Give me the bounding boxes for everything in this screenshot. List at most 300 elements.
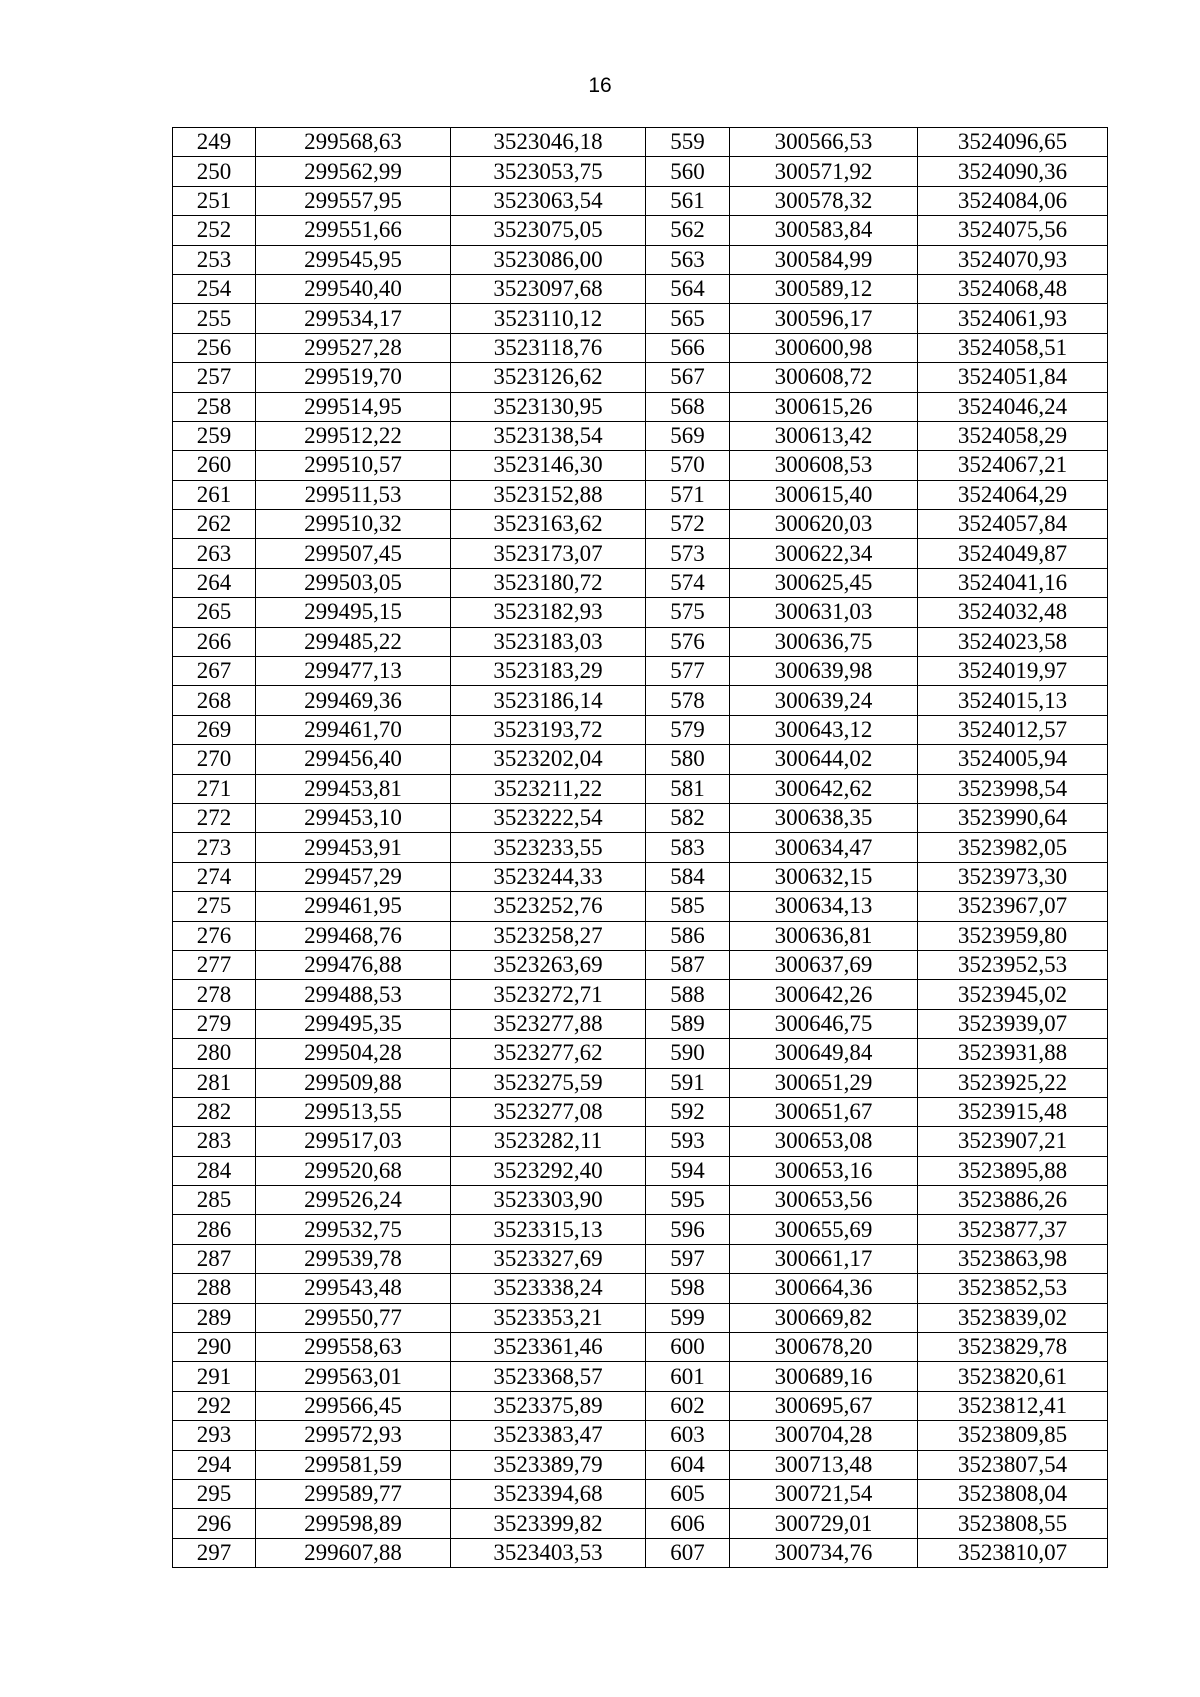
y-coordinate-cell: 3523967,07 xyxy=(918,892,1108,921)
x-coordinate-cell: 299526,24 xyxy=(256,1186,451,1215)
x-coordinate-cell: 300615,40 xyxy=(730,480,918,509)
point-number-cell: 603 xyxy=(646,1421,730,1450)
point-number-cell: 577 xyxy=(646,657,730,686)
point-number-cell: 267 xyxy=(173,657,256,686)
point-number-cell: 253 xyxy=(173,245,256,274)
x-coordinate-cell: 300596,17 xyxy=(730,304,918,333)
table-row xyxy=(173,1362,1108,1391)
y-coordinate-cell: 3523086,00 xyxy=(451,245,646,274)
table-row xyxy=(173,803,1108,832)
point-number-cell: 295 xyxy=(173,1479,256,1508)
y-coordinate-cell: 3523808,04 xyxy=(918,1479,1108,1508)
point-number-cell: 600 xyxy=(646,1333,730,1362)
x-coordinate-cell: 300615,26 xyxy=(730,392,918,421)
y-coordinate-cell: 3523126,62 xyxy=(451,363,646,392)
x-coordinate-cell: 300625,45 xyxy=(730,568,918,597)
table-row xyxy=(173,1156,1108,1185)
x-coordinate-cell: 300734,76 xyxy=(730,1538,918,1567)
x-coordinate-cell: 299477,13 xyxy=(256,657,451,686)
y-coordinate-cell: 3524005,94 xyxy=(918,745,1108,774)
y-coordinate-cell: 3523863,98 xyxy=(918,1244,1108,1273)
x-coordinate-cell: 299504,28 xyxy=(256,1039,451,1068)
y-coordinate-cell: 3524084,06 xyxy=(918,186,1108,215)
point-number-cell: 588 xyxy=(646,980,730,1009)
x-coordinate-cell: 300578,32 xyxy=(730,186,918,215)
point-number-cell: 252 xyxy=(173,216,256,245)
point-number-cell: 274 xyxy=(173,862,256,891)
y-coordinate-cell: 3523820,61 xyxy=(918,1362,1108,1391)
point-number-cell: 568 xyxy=(646,392,730,421)
point-number-cell: 599 xyxy=(646,1303,730,1332)
y-coordinate-cell: 3523338,24 xyxy=(451,1274,646,1303)
point-number-cell: 283 xyxy=(173,1127,256,1156)
point-number-cell: 281 xyxy=(173,1068,256,1097)
x-coordinate-cell: 299511,53 xyxy=(256,480,451,509)
x-coordinate-cell: 300608,72 xyxy=(730,363,918,392)
point-number-cell: 255 xyxy=(173,304,256,333)
x-coordinate-cell: 299517,03 xyxy=(256,1127,451,1156)
y-coordinate-cell: 3523403,53 xyxy=(451,1538,646,1567)
x-coordinate-cell: 300639,24 xyxy=(730,686,918,715)
x-coordinate-cell: 299469,36 xyxy=(256,686,451,715)
y-coordinate-cell: 3523394,68 xyxy=(451,1479,646,1508)
x-coordinate-cell: 300689,16 xyxy=(730,1362,918,1391)
y-coordinate-cell: 3523959,80 xyxy=(918,921,1108,950)
y-coordinate-cell: 3523182,93 xyxy=(451,598,646,627)
point-number-cell: 567 xyxy=(646,363,730,392)
x-coordinate-cell: 299512,22 xyxy=(256,421,451,450)
y-coordinate-cell: 3523277,88 xyxy=(451,1009,646,1038)
y-coordinate-cell: 3524049,87 xyxy=(918,539,1108,568)
y-coordinate-cell: 3524096,65 xyxy=(918,128,1108,157)
y-coordinate-cell: 3523075,05 xyxy=(451,216,646,245)
point-number-cell: 258 xyxy=(173,392,256,421)
x-coordinate-cell: 300655,69 xyxy=(730,1215,918,1244)
x-coordinate-cell: 299513,55 xyxy=(256,1097,451,1126)
point-number-cell: 582 xyxy=(646,803,730,832)
x-coordinate-cell: 299507,45 xyxy=(256,539,451,568)
table-row xyxy=(173,715,1108,744)
table-row xyxy=(173,1391,1108,1420)
x-coordinate-cell: 299476,88 xyxy=(256,950,451,979)
table-row xyxy=(173,745,1108,774)
x-coordinate-cell: 299607,88 xyxy=(256,1538,451,1567)
point-number-cell: 596 xyxy=(646,1215,730,1244)
y-coordinate-cell: 3524090,36 xyxy=(918,157,1108,186)
y-coordinate-cell: 3523183,29 xyxy=(451,657,646,686)
y-coordinate-cell: 3523211,22 xyxy=(451,774,646,803)
page-number: 16 xyxy=(588,74,612,97)
point-number-cell: 559 xyxy=(646,128,730,157)
y-coordinate-cell: 3524061,93 xyxy=(918,304,1108,333)
y-coordinate-cell: 3523183,03 xyxy=(451,627,646,656)
x-coordinate-cell: 300634,13 xyxy=(730,892,918,921)
table-row xyxy=(173,1009,1108,1038)
x-coordinate-cell: 299589,77 xyxy=(256,1479,451,1508)
y-coordinate-cell: 3524067,21 xyxy=(918,451,1108,480)
point-number-cell: 587 xyxy=(646,950,730,979)
y-coordinate-cell: 3523998,54 xyxy=(918,774,1108,803)
table-row xyxy=(173,950,1108,979)
point-number-cell: 570 xyxy=(646,451,730,480)
y-coordinate-cell: 3523180,72 xyxy=(451,568,646,597)
x-coordinate-cell: 300638,35 xyxy=(730,803,918,832)
table-row xyxy=(173,510,1108,539)
point-number-cell: 287 xyxy=(173,1244,256,1273)
x-coordinate-cell: 300608,53 xyxy=(730,451,918,480)
y-coordinate-cell: 3523138,54 xyxy=(451,421,646,450)
y-coordinate-cell: 3523990,64 xyxy=(918,803,1108,832)
table-row xyxy=(173,568,1108,597)
table-row xyxy=(173,157,1108,186)
point-number-cell: 580 xyxy=(646,745,730,774)
point-number-cell: 563 xyxy=(646,245,730,274)
x-coordinate-cell: 300583,84 xyxy=(730,216,918,245)
x-coordinate-cell: 300729,01 xyxy=(730,1509,918,1538)
x-coordinate-cell: 299456,40 xyxy=(256,745,451,774)
y-coordinate-cell: 3524012,57 xyxy=(918,715,1108,744)
table-row xyxy=(173,686,1108,715)
y-coordinate-cell: 3524070,93 xyxy=(918,245,1108,274)
table-row xyxy=(173,1479,1108,1508)
point-number-cell: 575 xyxy=(646,598,730,627)
x-coordinate-cell: 300704,28 xyxy=(730,1421,918,1450)
x-coordinate-cell: 300637,69 xyxy=(730,950,918,979)
table-row xyxy=(173,216,1108,245)
table-row xyxy=(173,1509,1108,1538)
x-coordinate-cell: 299545,95 xyxy=(256,245,451,274)
y-coordinate-cell: 3523263,69 xyxy=(451,950,646,979)
y-coordinate-cell: 3523244,33 xyxy=(451,862,646,891)
x-coordinate-cell: 300642,26 xyxy=(730,980,918,1009)
table-row xyxy=(173,304,1108,333)
y-coordinate-cell: 3523130,95 xyxy=(451,392,646,421)
point-number-cell: 284 xyxy=(173,1156,256,1185)
x-coordinate-cell: 299581,59 xyxy=(256,1450,451,1479)
table-row xyxy=(173,451,1108,480)
x-coordinate-cell: 299495,15 xyxy=(256,598,451,627)
table-row xyxy=(173,1421,1108,1450)
point-number-cell: 590 xyxy=(646,1039,730,1068)
y-coordinate-cell: 3523389,79 xyxy=(451,1450,646,1479)
point-number-cell: 250 xyxy=(173,157,256,186)
point-number-cell: 269 xyxy=(173,715,256,744)
point-number-cell: 263 xyxy=(173,539,256,568)
y-coordinate-cell: 3523361,46 xyxy=(451,1333,646,1362)
y-coordinate-cell: 3523233,55 xyxy=(451,833,646,862)
point-number-cell: 260 xyxy=(173,451,256,480)
y-coordinate-cell: 3523982,05 xyxy=(918,833,1108,862)
point-number-cell: 291 xyxy=(173,1362,256,1391)
point-number-cell: 268 xyxy=(173,686,256,715)
x-coordinate-cell: 300631,03 xyxy=(730,598,918,627)
point-number-cell: 251 xyxy=(173,186,256,215)
point-number-cell: 249 xyxy=(173,128,256,157)
x-coordinate-cell: 300643,12 xyxy=(730,715,918,744)
table-row xyxy=(173,833,1108,862)
table-row xyxy=(173,128,1108,157)
point-number-cell: 279 xyxy=(173,1009,256,1038)
point-number-cell: 262 xyxy=(173,510,256,539)
y-coordinate-cell: 3523952,53 xyxy=(918,950,1108,979)
x-coordinate-cell: 299485,22 xyxy=(256,627,451,656)
y-coordinate-cell: 3524032,48 xyxy=(918,598,1108,627)
table-row xyxy=(173,480,1108,509)
point-number-cell: 578 xyxy=(646,686,730,715)
x-coordinate-cell: 299543,48 xyxy=(256,1274,451,1303)
table-row xyxy=(173,1039,1108,1068)
y-coordinate-cell: 3523053,75 xyxy=(451,157,646,186)
point-number-cell: 595 xyxy=(646,1186,730,1215)
y-coordinate-cell: 3523808,55 xyxy=(918,1509,1108,1538)
y-coordinate-cell: 3523895,88 xyxy=(918,1156,1108,1185)
table-row xyxy=(173,333,1108,362)
x-coordinate-cell: 300639,98 xyxy=(730,657,918,686)
x-coordinate-cell: 300600,98 xyxy=(730,333,918,362)
y-coordinate-cell: 3523368,57 xyxy=(451,1362,646,1391)
point-number-cell: 278 xyxy=(173,980,256,1009)
table-row xyxy=(173,892,1108,921)
y-coordinate-cell: 3523282,11 xyxy=(451,1127,646,1156)
y-coordinate-cell: 3524015,13 xyxy=(918,686,1108,715)
table-row xyxy=(173,657,1108,686)
table-row xyxy=(173,1244,1108,1273)
point-number-cell: 561 xyxy=(646,186,730,215)
point-number-cell: 573 xyxy=(646,539,730,568)
point-number-cell: 272 xyxy=(173,803,256,832)
y-coordinate-cell: 3524068,48 xyxy=(918,274,1108,303)
x-coordinate-cell: 299572,93 xyxy=(256,1421,451,1450)
x-coordinate-cell: 300642,62 xyxy=(730,774,918,803)
point-number-cell: 572 xyxy=(646,510,730,539)
x-coordinate-cell: 300721,54 xyxy=(730,1479,918,1508)
point-number-cell: 583 xyxy=(646,833,730,862)
x-coordinate-cell: 299453,10 xyxy=(256,803,451,832)
y-coordinate-cell: 3523973,30 xyxy=(918,862,1108,891)
x-coordinate-cell: 299503,05 xyxy=(256,568,451,597)
point-number-cell: 569 xyxy=(646,421,730,450)
point-number-cell: 565 xyxy=(646,304,730,333)
x-coordinate-cell: 299540,40 xyxy=(256,274,451,303)
x-coordinate-cell: 300566,53 xyxy=(730,128,918,157)
x-coordinate-cell: 299510,57 xyxy=(256,451,451,480)
y-coordinate-cell: 3523353,21 xyxy=(451,1303,646,1332)
point-number-cell: 254 xyxy=(173,274,256,303)
y-coordinate-cell: 3523277,62 xyxy=(451,1039,646,1068)
table-row xyxy=(173,1303,1108,1332)
table-row xyxy=(173,598,1108,627)
x-coordinate-cell: 300571,92 xyxy=(730,157,918,186)
point-number-cell: 593 xyxy=(646,1127,730,1156)
x-coordinate-cell: 299461,95 xyxy=(256,892,451,921)
point-number-cell: 592 xyxy=(646,1097,730,1126)
point-number-cell: 275 xyxy=(173,892,256,921)
x-coordinate-cell: 299509,88 xyxy=(256,1068,451,1097)
x-coordinate-cell: 300664,36 xyxy=(730,1274,918,1303)
point-number-cell: 584 xyxy=(646,862,730,891)
point-number-cell: 606 xyxy=(646,1509,730,1538)
point-number-cell: 256 xyxy=(173,333,256,362)
point-number-cell: 562 xyxy=(646,216,730,245)
table-row xyxy=(173,1127,1108,1156)
x-coordinate-cell: 299453,81 xyxy=(256,774,451,803)
y-coordinate-cell: 3524046,24 xyxy=(918,392,1108,421)
y-coordinate-cell: 3523275,59 xyxy=(451,1068,646,1097)
point-number-cell: 586 xyxy=(646,921,730,950)
x-coordinate-cell: 300644,02 xyxy=(730,745,918,774)
point-number-cell: 597 xyxy=(646,1244,730,1273)
point-number-cell: 576 xyxy=(646,627,730,656)
point-number-cell: 270 xyxy=(173,745,256,774)
y-coordinate-cell: 3523152,88 xyxy=(451,480,646,509)
x-coordinate-cell: 299563,01 xyxy=(256,1362,451,1391)
point-number-cell: 571 xyxy=(646,480,730,509)
y-coordinate-cell: 3523252,76 xyxy=(451,892,646,921)
x-coordinate-cell: 299468,76 xyxy=(256,921,451,950)
point-number-cell: 589 xyxy=(646,1009,730,1038)
x-coordinate-cell: 299539,78 xyxy=(256,1244,451,1273)
table-row xyxy=(173,1333,1108,1362)
x-coordinate-cell: 300695,67 xyxy=(730,1391,918,1420)
y-coordinate-cell: 3523258,27 xyxy=(451,921,646,950)
y-coordinate-cell: 3524057,84 xyxy=(918,510,1108,539)
x-coordinate-cell: 300632,15 xyxy=(730,862,918,891)
y-coordinate-cell: 3523163,62 xyxy=(451,510,646,539)
x-coordinate-cell: 299598,89 xyxy=(256,1509,451,1538)
y-coordinate-cell: 3523399,82 xyxy=(451,1509,646,1538)
point-number-cell: 286 xyxy=(173,1215,256,1244)
x-coordinate-cell: 299514,95 xyxy=(256,392,451,421)
y-coordinate-cell: 3523829,78 xyxy=(918,1333,1108,1362)
point-number-cell: 604 xyxy=(646,1450,730,1479)
point-number-cell: 290 xyxy=(173,1333,256,1362)
table-row xyxy=(173,1450,1108,1479)
x-coordinate-cell: 300651,29 xyxy=(730,1068,918,1097)
table-row xyxy=(173,392,1108,421)
x-coordinate-cell: 299495,35 xyxy=(256,1009,451,1038)
y-coordinate-cell: 3523839,02 xyxy=(918,1303,1108,1332)
x-coordinate-cell: 299532,75 xyxy=(256,1215,451,1244)
table-row xyxy=(173,1068,1108,1097)
y-coordinate-cell: 3523931,88 xyxy=(918,1039,1108,1068)
y-coordinate-cell: 3523272,71 xyxy=(451,980,646,1009)
point-number-cell: 265 xyxy=(173,598,256,627)
point-number-cell: 579 xyxy=(646,715,730,744)
y-coordinate-cell: 3523925,22 xyxy=(918,1068,1108,1097)
point-number-cell: 261 xyxy=(173,480,256,509)
y-coordinate-cell: 3524058,29 xyxy=(918,421,1108,450)
x-coordinate-cell: 299551,66 xyxy=(256,216,451,245)
point-number-cell: 574 xyxy=(646,568,730,597)
table-row xyxy=(173,1097,1108,1126)
y-coordinate-cell: 3524058,51 xyxy=(918,333,1108,362)
table-row xyxy=(173,186,1108,215)
point-number-cell: 264 xyxy=(173,568,256,597)
x-coordinate-cell: 299488,53 xyxy=(256,980,451,1009)
y-coordinate-cell: 3524051,84 xyxy=(918,363,1108,392)
y-coordinate-cell: 3523202,04 xyxy=(451,745,646,774)
y-coordinate-cell: 3524075,56 xyxy=(918,216,1108,245)
x-coordinate-cell: 299457,29 xyxy=(256,862,451,891)
point-number-cell: 598 xyxy=(646,1274,730,1303)
point-number-cell: 591 xyxy=(646,1068,730,1097)
x-coordinate-cell: 300646,75 xyxy=(730,1009,918,1038)
point-number-cell: 297 xyxy=(173,1538,256,1567)
x-coordinate-cell: 300653,56 xyxy=(730,1186,918,1215)
point-number-cell: 285 xyxy=(173,1186,256,1215)
x-coordinate-cell: 300622,34 xyxy=(730,539,918,568)
coordinates-table xyxy=(172,127,1108,1568)
y-coordinate-cell: 3523809,85 xyxy=(918,1421,1108,1450)
y-coordinate-cell: 3523907,21 xyxy=(918,1127,1108,1156)
x-coordinate-cell: 299461,70 xyxy=(256,715,451,744)
x-coordinate-cell: 299510,32 xyxy=(256,510,451,539)
y-coordinate-cell: 3523146,30 xyxy=(451,451,646,480)
point-number-cell: 564 xyxy=(646,274,730,303)
y-coordinate-cell: 3524041,16 xyxy=(918,568,1108,597)
table-row xyxy=(173,1186,1108,1215)
table-row xyxy=(173,1215,1108,1244)
y-coordinate-cell: 3523173,07 xyxy=(451,539,646,568)
x-coordinate-cell: 300636,81 xyxy=(730,921,918,950)
x-coordinate-cell: 299527,28 xyxy=(256,333,451,362)
point-number-cell: 602 xyxy=(646,1391,730,1420)
x-coordinate-cell: 300589,12 xyxy=(730,274,918,303)
point-number-cell: 276 xyxy=(173,921,256,950)
x-coordinate-cell: 299568,63 xyxy=(256,128,451,157)
y-coordinate-cell: 3524064,29 xyxy=(918,480,1108,509)
coordinates-table-body xyxy=(173,128,1108,1568)
point-number-cell: 585 xyxy=(646,892,730,921)
table-row xyxy=(173,1274,1108,1303)
x-coordinate-cell: 300634,47 xyxy=(730,833,918,862)
x-coordinate-cell: 300636,75 xyxy=(730,627,918,656)
y-coordinate-cell: 3523383,47 xyxy=(451,1421,646,1450)
y-coordinate-cell: 3523277,08 xyxy=(451,1097,646,1126)
y-coordinate-cell: 3523063,54 xyxy=(451,186,646,215)
y-coordinate-cell: 3523193,72 xyxy=(451,715,646,744)
y-coordinate-cell: 3523315,13 xyxy=(451,1215,646,1244)
point-number-cell: 271 xyxy=(173,774,256,803)
x-coordinate-cell: 300661,17 xyxy=(730,1244,918,1273)
table-row xyxy=(173,980,1108,1009)
y-coordinate-cell: 3523945,02 xyxy=(918,980,1108,1009)
y-coordinate-cell: 3523046,18 xyxy=(451,128,646,157)
x-coordinate-cell: 299557,95 xyxy=(256,186,451,215)
table-row xyxy=(173,774,1108,803)
table-row xyxy=(173,245,1108,274)
y-coordinate-cell: 3523186,14 xyxy=(451,686,646,715)
point-number-cell: 294 xyxy=(173,1450,256,1479)
table-row xyxy=(173,274,1108,303)
point-number-cell: 605 xyxy=(646,1479,730,1508)
x-coordinate-cell: 299566,45 xyxy=(256,1391,451,1420)
x-coordinate-cell: 299534,17 xyxy=(256,304,451,333)
point-number-cell: 292 xyxy=(173,1391,256,1420)
x-coordinate-cell: 299562,99 xyxy=(256,157,451,186)
point-number-cell: 280 xyxy=(173,1039,256,1068)
y-coordinate-cell: 3523327,69 xyxy=(451,1244,646,1273)
y-coordinate-cell: 3523110,12 xyxy=(451,304,646,333)
point-number-cell: 566 xyxy=(646,333,730,362)
point-number-cell: 288 xyxy=(173,1274,256,1303)
y-coordinate-cell: 3523118,76 xyxy=(451,333,646,362)
y-coordinate-cell: 3523375,89 xyxy=(451,1391,646,1420)
y-coordinate-cell: 3523097,68 xyxy=(451,274,646,303)
y-coordinate-cell: 3523807,54 xyxy=(918,1450,1108,1479)
point-number-cell: 259 xyxy=(173,421,256,450)
y-coordinate-cell: 3523292,40 xyxy=(451,1156,646,1185)
